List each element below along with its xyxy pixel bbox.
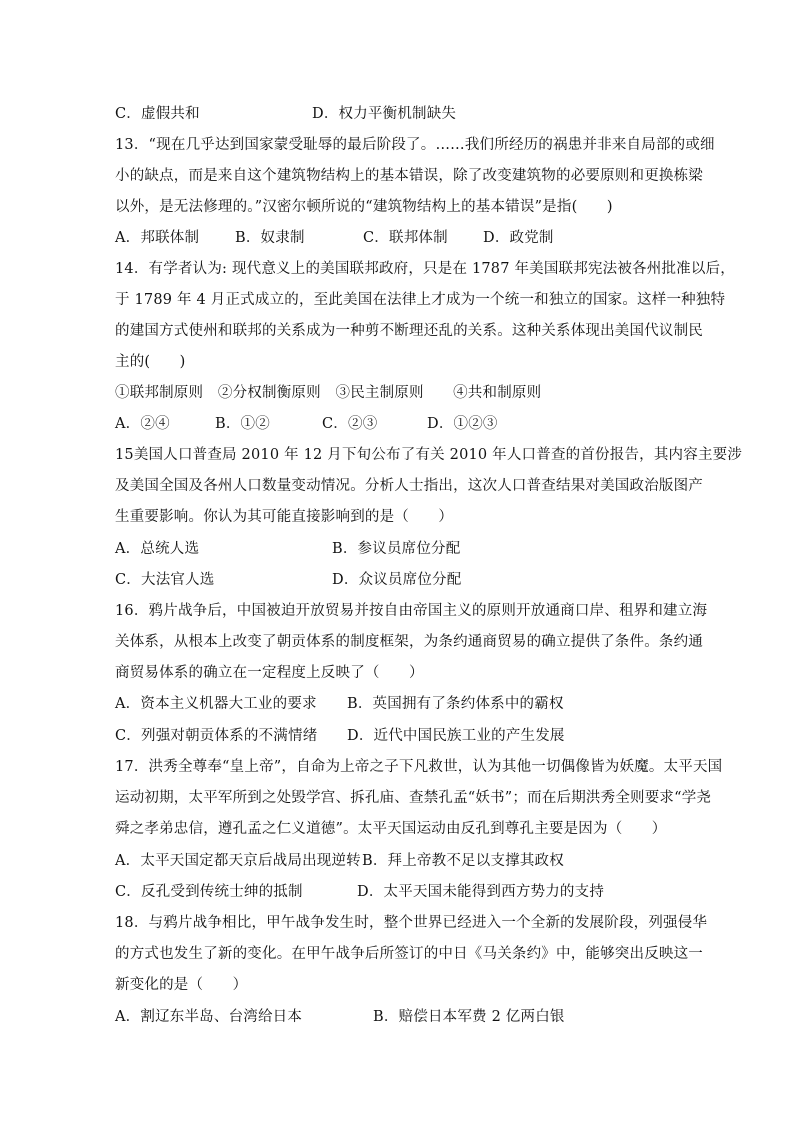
q14-stem-line-2: 于 1789 年 4 月正式成立的，至此美国在法律上才成为一个统一和独立的国家。这样一种独特 (115, 292, 726, 308)
q14-option-c: C．②③ (322, 416, 378, 432)
q16-stem-line-3: 商贸易体系的确立在一定程度上反映了（ ） (115, 665, 424, 681)
q18-option-a: A．割辽东半岛、台湾给日本 (115, 1009, 303, 1025)
q17-option-c: C．反孔受到传统士绅的抵制 (115, 884, 303, 900)
q12-option-c: C．虚假共和 (115, 106, 200, 122)
q14-stem-line-1: 14．有学者认为: 现代意义上的美国联邦政府，只是在 1787 年美国联邦宪法被各州批准以后， (115, 261, 735, 277)
q14-option-d: D．①②③ (427, 416, 498, 432)
q18-option-b: B．赔偿日本军费 2 亿两白银 (373, 1009, 565, 1025)
q18-stem-line-3: 新变化的是（ ） (115, 977, 248, 993)
q14-items: ①联邦制原则 ②分权制衡原则 ③民主制原则 ④共和制原则 (115, 385, 542, 401)
q15-option-c: C．大法官人选 (115, 572, 215, 588)
q17-option-d: D．太平天国未能得到西方势力的支持 (357, 884, 605, 900)
q13-option-c: C．联邦体制 (363, 230, 448, 246)
q15-stem-line-3: 生重要影响。你认为其可能直接影响到的是（ ） (115, 509, 454, 525)
q16-option-b: B．英国拥有了条约体系中的霸权 (347, 696, 564, 712)
q18-stem-line-2: 的方式也发生了新的变化。在甲午战争后所签订的中日《马关条约》中，能够突出反映这一 (115, 946, 703, 962)
q16-option-d: D．近代中国民族工业的产生发展 (347, 728, 565, 744)
q15-option-a: A．总统人选 (115, 541, 200, 557)
q14-stem-line-3: 的建国方式使州和联邦的关系成为一种剪不断理还乱的关系。这种关系体现出美国代议制民 (115, 323, 703, 339)
q13-stem-line-2: 小的缺点，而是来自这个建筑物结构上的基本错误，除了改变建筑物的必要原则和更换栋梁 (115, 168, 703, 184)
q17-option-b: B．拜上帝教不足以支撑其政权 (362, 853, 564, 869)
q17-stem-line-2: 运动初期，太平军所到之处毁学宫、拆孔庙、查禁孔孟“妖书”；而在后期洪秀全则要求“学尧 (115, 790, 712, 806)
q17-stem-line-1: 17．洪秀全尊奉“皇上帝”，自命为上帝之子下凡救世，认为其他一切偶像皆为妖魔。太平天国 (115, 759, 723, 775)
q15-stem-line-1: 15美国人口普查局 2010 年 12 月下旬公布了有关 2010 年人口普查的首份报告，其内容主要涉 (115, 447, 743, 463)
q15-stem-line-2: 及美国全国及各州人口数量变动情况。分析人士指出，这次人口普查结果对美国政治版图产 (115, 478, 703, 494)
q15-option-d: D．众议员席位分配 (332, 572, 462, 588)
q13-stem-line-3: 以外，是无法修理的。”汉密尔顿所说的“建筑物结构上的基本错误”是指( ) (115, 199, 613, 215)
q13-stem-line-1: 13．“现在几乎达到国家蒙受耻辱的最后阶段了。……我们所经历的祸患并非来自局部的或细 (115, 137, 715, 153)
q13-option-b: B．奴隶制 (235, 230, 305, 246)
q13-option-d: D．政党制 (483, 230, 554, 246)
q17-stem-line-3: 舜之孝弟忠信，遵孔孟之仁义道德”。太平天国运动由反孔到尊孔主要是因为（ ） (115, 821, 667, 837)
q17-option-a: A．太平天国定都天京后战局出现逆转 (115, 853, 361, 869)
q18-stem-line-1: 18．与鸦片战争相比，甲午战争发生时，整个世界已经进入一个全新的发展阶段，列强侵华 (115, 915, 708, 931)
q16-option-c: C．列强对朝贡体系的不满情绪 (115, 728, 318, 744)
q14-stem-line-4: 主的( ) (115, 354, 186, 370)
q16-stem-line-2: 关体系，从根本上改变了朝贡体系的制度框架，为条约通商贸易的确立提供了条件。条约通 (115, 634, 703, 650)
q16-option-a: A．资本主义机器大工业的要求 (115, 696, 317, 712)
q14-option-a: A．②④ (115, 416, 170, 432)
q12-option-d: D．权力平衡机制缺失 (312, 106, 457, 122)
q15-option-b: B．参议员席位分配 (332, 541, 461, 557)
q13-option-a: A．邦联体制 (115, 230, 200, 246)
q16-stem-line-1: 16．鸦片战争后，中国被迫开放贸易并按自由帝国主义的原则开放通商口岸、租界和建立海 (115, 603, 708, 619)
q14-option-b: B．①② (215, 416, 270, 432)
